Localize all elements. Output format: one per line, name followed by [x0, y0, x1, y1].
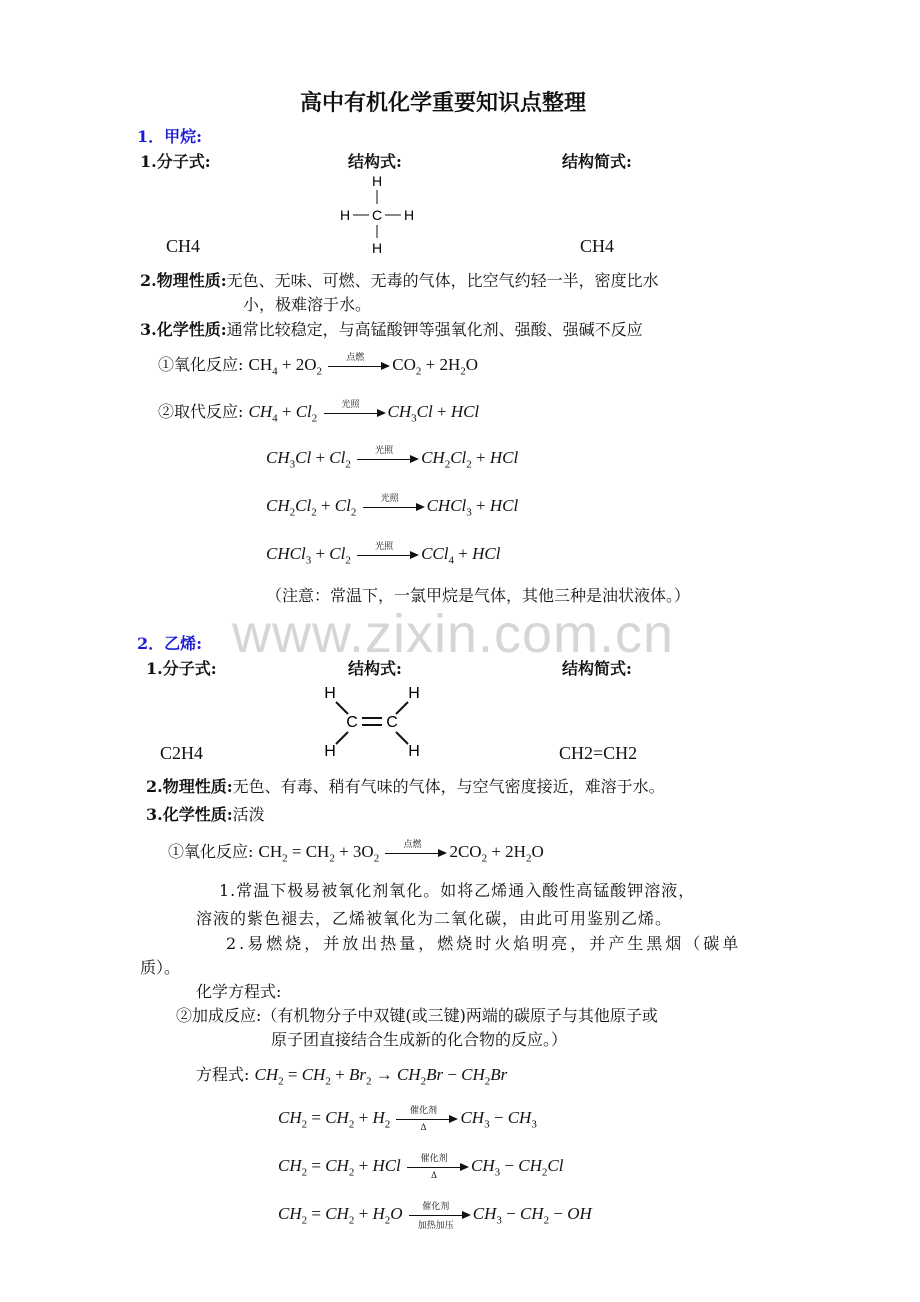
ethylene-addition-eq-1: [196, 1062, 507, 1087]
methane-molecular-formula: CH4: [166, 236, 201, 256]
methane-h-bottom: H: [371, 240, 383, 256]
methane-chemical-properties: [140, 317, 643, 340]
addition-text-1: （有机物分子中双键(或三键)两端的碳原子与其他原子或: [261, 1006, 658, 1025]
ethylene-oxidation-reaction: [168, 839, 544, 864]
methane-physical-properties: [140, 268, 659, 291]
section-heading-methane: 1．甲烷:: [137, 127, 203, 146]
ethylene-phys-label: 2.物理性质:: [146, 777, 233, 796]
reaction-arrow: 催化剂 加热加压: [409, 1208, 471, 1222]
methane-chem-text: 通常比较稳定，与高锰酸钾等强氧化剂、强酸、强碱不反应: [226, 320, 643, 339]
ethylene-h-bottom-left: H: [324, 743, 336, 760]
ethylene-para1-line1: 1.常温下极易被氧化剂氧化。如将乙烯通入酸性高锰酸钾溶液，: [219, 881, 696, 900]
ethylene-h-top-right: H: [408, 685, 420, 702]
ethylene-simple-label: 结构简式:: [562, 659, 632, 678]
ethylene-addition-eq-2: $CH_2 = CH_2 + H_2$ 催化剂 Δ $CH_3 - CH_3$: [278, 1105, 537, 1133]
methane-h-top: H: [371, 173, 383, 189]
methane-substitution-2: $CH_3Cl + Cl_2$ 光照 $CH_2Cl_2$ + HCl: [266, 445, 519, 471]
oxidation-label: ①氧化反应:: [158, 355, 244, 374]
bond-line: [396, 702, 408, 714]
methane-formula-label: 1.分子式:: [140, 152, 211, 171]
page-title: 高中有机化学重要知识点整理: [300, 90, 587, 116]
ethylene-c-left: C: [346, 714, 358, 731]
methane-note: （注意：常温下，一氯甲烷是气体，其他三种是油状液体。）: [266, 586, 691, 605]
bond-line: [336, 702, 348, 714]
equation: $CH_2 = CH_2 + Br_2 \to CH_2Br - CH_2Br$: [254, 1065, 508, 1088]
ethylene-h-top-left: H: [324, 685, 336, 702]
oxidation-label: ①氧化反应:: [168, 842, 254, 861]
methane-struct-label: 结构式:: [348, 152, 402, 171]
methane-c-center: C: [371, 207, 383, 223]
section-heading-ethylene: 2．乙烯:: [137, 634, 203, 653]
ethylene-chem-text: 活泼: [232, 805, 265, 824]
methane-phys-text-2: 小，极难溶于水。: [243, 295, 372, 314]
equation: $CH_4 + Cl_2$ 光照 $CH_3Cl$ + HCl: [248, 399, 480, 425]
methane-chem-label: 3.化学性质:: [140, 320, 227, 339]
methane-substitution-1: [158, 399, 479, 424]
methane-simple-formula: CH4: [580, 236, 615, 256]
ethylene-para2-line1: 2.易燃烧，并放出热量，燃烧时火焰明亮，并产生黑烟（碳单: [226, 934, 742, 953]
ethylene-molecular-formula: C2H4: [160, 743, 204, 763]
ethylene-para2-line2: 质）。: [140, 958, 181, 977]
ethylene-c-right: C: [386, 714, 398, 731]
ethylene-phys-text: 无色、有毒、稍有气味的气体，与空气密度接近，难溶于水。: [232, 777, 665, 796]
reaction-arrow: 点燃: [385, 846, 447, 860]
ethylene-struct-label: 结构式:: [348, 659, 402, 678]
reaction-arrow: 点燃: [328, 359, 390, 373]
ethylene-h-bottom-right: H: [408, 743, 420, 760]
substitution-label: ②取代反应:: [158, 402, 244, 421]
watermark: www.zixin.com.cn: [232, 604, 675, 664]
ethylene-physical-properties: [146, 774, 665, 797]
addition-label: ②加成反应:: [176, 1006, 262, 1025]
reaction-arrow: 催化剂 Δ: [396, 1112, 458, 1126]
ethylene-chem-label: 3.化学性质:: [146, 805, 233, 824]
methane-structure: [333, 170, 425, 260]
bond-line: [396, 732, 408, 744]
reaction-arrow: 光照: [363, 500, 425, 514]
reaction-arrow: 光照: [357, 452, 419, 466]
ethylene-addition-eq-3: $CH_2 = CH_2$ + HCl 催化剂 Δ $CH_3 - CH_2Cl$: [278, 1153, 564, 1181]
ethylene-chemical-properties: [146, 802, 265, 825]
reaction-arrow: 光照: [357, 548, 419, 562]
ethylene-addition-eq-4: $CH_2 = CH_2 + H_2O$ 催化剂 加热加压 $CH_3 - CH_2$ − OH: [278, 1201, 592, 1231]
ethylene-formula-label: 1.分子式:: [146, 659, 217, 678]
methane-simple-label: 结构简式:: [562, 152, 632, 171]
reaction-arrow: 催化剂 Δ: [407, 1160, 469, 1174]
ethylene-structure: [318, 678, 428, 764]
methane-phys-label: 2.物理性质:: [140, 271, 227, 290]
methane-h-right: H: [403, 207, 415, 223]
equation: $CH_4 + 2O_2$ 点燃 $CO_2 + 2H_2O$: [248, 352, 479, 378]
methane-phys-text-1: 无色、无味、可燃、无毒的气体，比空气约轻一半，密度比水: [226, 271, 659, 290]
ethylene-equation-label: 化学方程式:: [196, 982, 282, 1001]
ethylene-para1-line2: 溶液的紫色褪去，乙烯被氧化为二氧化碳，由此可用鉴别乙烯。: [196, 909, 673, 928]
addition-text-2: 原子团直接结合生成新的化合物的反应。）: [271, 1030, 568, 1049]
methane-substitution-4: CHCl$_3$ + $Cl_2$ 光照 CCl$_4$ + HCl: [266, 541, 501, 567]
ethylene-simple-formula: CH2=CH2: [559, 743, 638, 763]
fangchengshi-label: 方程式:: [196, 1065, 250, 1084]
methane-substitution-3: $CH_2Cl_2 + Cl_2$ 光照 CHCl$_3$ + HCl: [266, 493, 519, 519]
bond-line: [336, 732, 348, 744]
equation: $CH_2 = CH_2 + 3O_2$ 点燃 $2CO_2 + 2H_2O$: [258, 839, 544, 865]
methane-h-left: H: [339, 207, 351, 223]
methane-oxidation-reaction: [158, 352, 478, 377]
ethylene-addition: [176, 1003, 658, 1026]
reaction-arrow: 光照: [324, 406, 386, 420]
